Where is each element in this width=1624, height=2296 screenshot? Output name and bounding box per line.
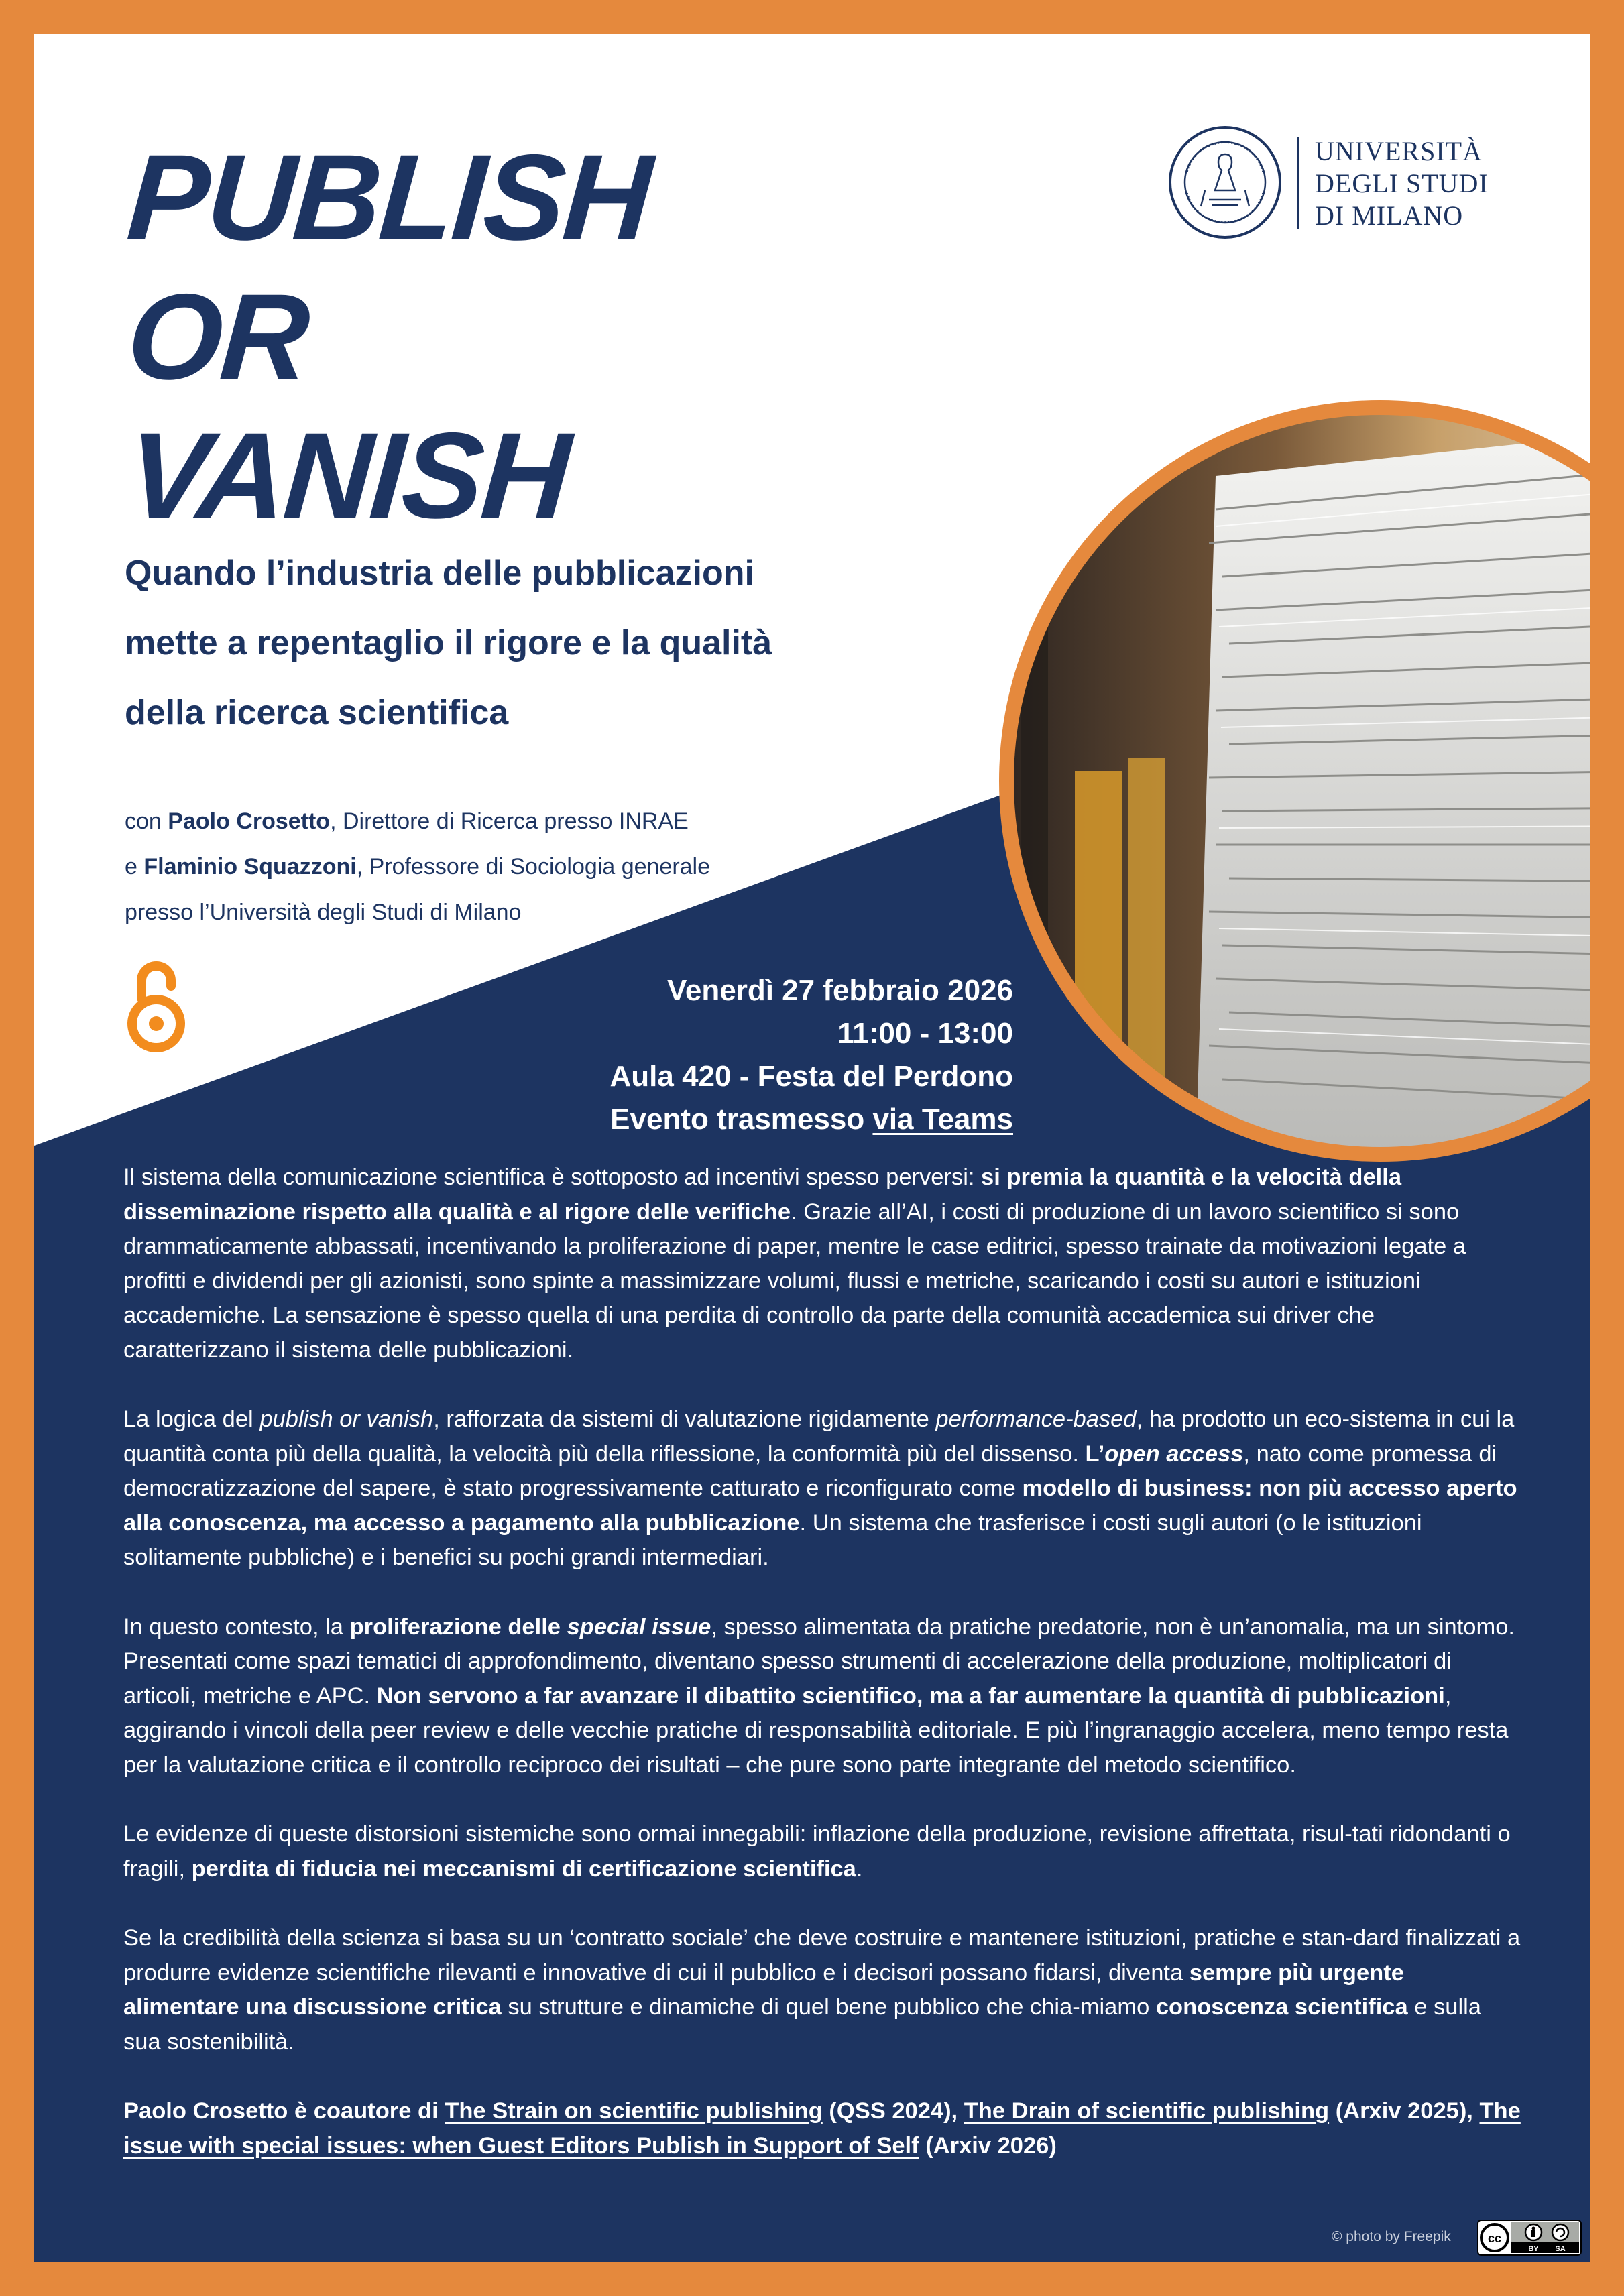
university-seal-icon — [1167, 125, 1283, 240]
p2-run: open access — [1104, 1441, 1244, 1467]
teams-link[interactable]: via Teams — [872, 1103, 1013, 1136]
university-name-line3: DI MILANO — [1315, 200, 1464, 231]
p5-run: e sulla sua sostenibilità. — [123, 1994, 1481, 2055]
p2-run: La logica del — [123, 1406, 260, 1432]
ref-strain-link[interactable]: The Strain on scientific publishing — [445, 2098, 823, 2124]
poster — [34, 34, 1590, 2262]
cc-by-label: BY — [1528, 2245, 1539, 2253]
university-logo — [1167, 125, 1516, 245]
subtitle-line1: Quando l’industria delle pubblicazioni — [125, 554, 754, 593]
body-paragraph-4 — [123, 1817, 1521, 1886]
p2-run: , rafforzata da sistemi di valutazione rigidamente — [433, 1406, 936, 1432]
cc-sa-label: SA — [1555, 2245, 1566, 2253]
title-or: OR — [123, 268, 312, 405]
p4-run: Le evidenze di queste distorsioni sistemiche sono ormai innegabili: inflazione della produzione, revisione affrettata, risul-tati ridondanti o fragili, — [123, 1821, 1511, 1882]
event-date: Venerdì 27 febbraio 2026 — [666, 974, 1013, 1007]
speaker-role-2: , Professore di Sociologia generale — [356, 854, 711, 880]
ref-drain-venue: (Arxiv 2025), — [1329, 2098, 1480, 2124]
body-paragraph-2 — [123, 1402, 1521, 1575]
ref-special-issues-venue: (Arxiv 2026) — [919, 2132, 1057, 2159]
p1-run: si premia la quantità e la velocità della disseminazione rispetto alla qualità e al rigore delle verifiche — [123, 1164, 1402, 1225]
open-access-icon — [121, 954, 191, 1054]
speaker-prefix-1: con — [125, 808, 168, 834]
p5-run: Se la credibilità della scienza si basa su un ‘contratto sociale’ che deve costruire e mantenere istituzioni, pratiche e stan-dard finalizzati a produrre evidenze scientifiche rilevanti e innovative di cui il pubblico e i decisori possano fidarsi, diventa — [123, 1925, 1521, 1986]
body-paragraph-5 — [123, 1921, 1521, 2059]
p4-run: . — [856, 1856, 863, 1882]
paper-stack-photo — [994, 396, 1590, 1166]
speaker-name-2: Flaminio Squazzoni — [143, 854, 357, 880]
p2-run: modello di business: non più accesso aperto alla conoscenza, ma accesso a pagamento alla pubblicazione — [123, 1475, 1517, 1536]
body-paragraph-3 — [123, 1610, 1521, 1783]
event-location: Aula 420 - Festa del Perdono — [610, 1060, 1013, 1093]
subtitle — [125, 538, 929, 747]
speakers — [125, 798, 929, 935]
photo-credit: © photo by Freepik — [1332, 2229, 1451, 2244]
references-intro: Paolo Crosetto è coautore di — [123, 2098, 445, 2124]
ref-strain-venue: (QSS 2024), — [822, 2098, 964, 2124]
ref-drain-link[interactable]: The Drain of scientific publishing — [964, 2098, 1330, 2124]
p1-run: . Grazie all’AI, i costi di produzione di un lavoro scientifico si sono drammaticamente abbassati, incentivando la proliferazione di paper, mentre le case editrici, spesso trainate da motivazioni legate a profitti e dividendi per gli azionisti, sono spinte a massimizzare volumi, flussi e metriche, scaricando i costi su autori e istituzioni accademiche. La sensazione è spesso quella di una perdita di controllo da parte della comunità accademica sui driver che caratterizzano il sistema delle pubblicazioni. — [123, 1199, 1466, 1363]
cc-label: cc — [1487, 2232, 1502, 2245]
p3-run: In questo contesto, la — [123, 1614, 350, 1640]
p3-run: special issue — [567, 1614, 711, 1640]
ref-special-issues-link[interactable]: The issue with special issues: when Guest Editors Publish in Support of Self — [123, 2098, 1521, 2159]
speaker-role-2-cont: presso l’Università degli Studi di Milano — [125, 900, 522, 925]
p5-run: su strutture e dinamiche di quel bene pubblico che chia-miamo — [501, 1994, 1156, 2020]
p2-run: . Un sistema che trasferisce i costi sugli autori (o le istituzioni solitamente pubbliche) e i benefici su pochi grandi intermediari. — [123, 1510, 1422, 1570]
body-text — [123, 1160, 1521, 2198]
p1-run: Il sistema della comunicazione scientifica è sottoposto ad incentivi spesso perversi: — [123, 1164, 982, 1190]
references — [123, 2094, 1521, 2163]
speaker-name-1: Paolo Crosetto — [168, 808, 331, 834]
p3-run: proliferazione delle — [349, 1614, 567, 1640]
event-details — [610, 969, 1014, 1141]
p5-run: sempre più urgente alimentare una discussione critica — [123, 1959, 1404, 2020]
p2-run: , ha prodotto un eco-sistema in cui la quantità conta più della qualità, la velocità più della riflessione, la conformità più del dissenso. — [123, 1406, 1515, 1467]
university-name-line1: UNIVERSITÀ — [1315, 136, 1483, 166]
event-stream — [610, 1098, 1014, 1141]
p3-run: , aggirando i vincoli della peer review e delle vecchie pratiche di responsabilità editoriale. E più l’ingranaggio accelera, meno tempo resta per la valutazione critica e il controllo reciproco dei risultati – che pure sono parte integrante del metodo scientifico. — [123, 1683, 1509, 1778]
p2-run: , nato come promessa di democratizzazione del sapere, è stato progressivamente catturato e riconfigurato come — [123, 1441, 1497, 1501]
title-publish: PUBLISH — [123, 129, 654, 265]
p4-run: perdita di fiducia nei meccanismi di certificazione scientifica — [191, 1856, 856, 1882]
creative-commons-icon — [1477, 2220, 1582, 2256]
speaker-role-1: , Direttore di Ricerca presso INRAE — [330, 808, 689, 834]
p2-run: publish or vanish — [259, 1406, 434, 1432]
university-name-line2: DEGLI STUDI — [1315, 168, 1489, 198]
body-paragraph-1 — [123, 1160, 1521, 1368]
subtitle-line3: della ricerca scientifica — [125, 693, 509, 732]
p2-run: performance-based — [935, 1406, 1137, 1432]
p3-run: , spesso alimentata da pratiche predatorie, non è un’anomalia, ma un sintomo. Presentati come spazi tematici di approfondimento, diventano spesso strumenti di accelerazione della produzione, moltiplicatori di articoli, metriche e APC. — [123, 1614, 1515, 1709]
p5-run: conoscenza scientifica — [1155, 1994, 1408, 2020]
p2-run: L’ — [1085, 1441, 1105, 1467]
logo-divider — [1297, 137, 1299, 229]
speaker-prefix-2: e — [125, 854, 144, 880]
title-vanish: VANISH — [123, 407, 573, 544]
subtitle-line2: mette a repentaglio il rigore e la qualità — [125, 623, 772, 662]
event-time: 11:00 - 13:00 — [837, 1017, 1013, 1050]
p3-run: Non servono a far avanzare il dibattito scientifico, ma a far aumentare la quantità di pubblicazioni — [376, 1683, 1445, 1709]
event-stream-prefix: Evento trasmesso — [610, 1103, 873, 1136]
